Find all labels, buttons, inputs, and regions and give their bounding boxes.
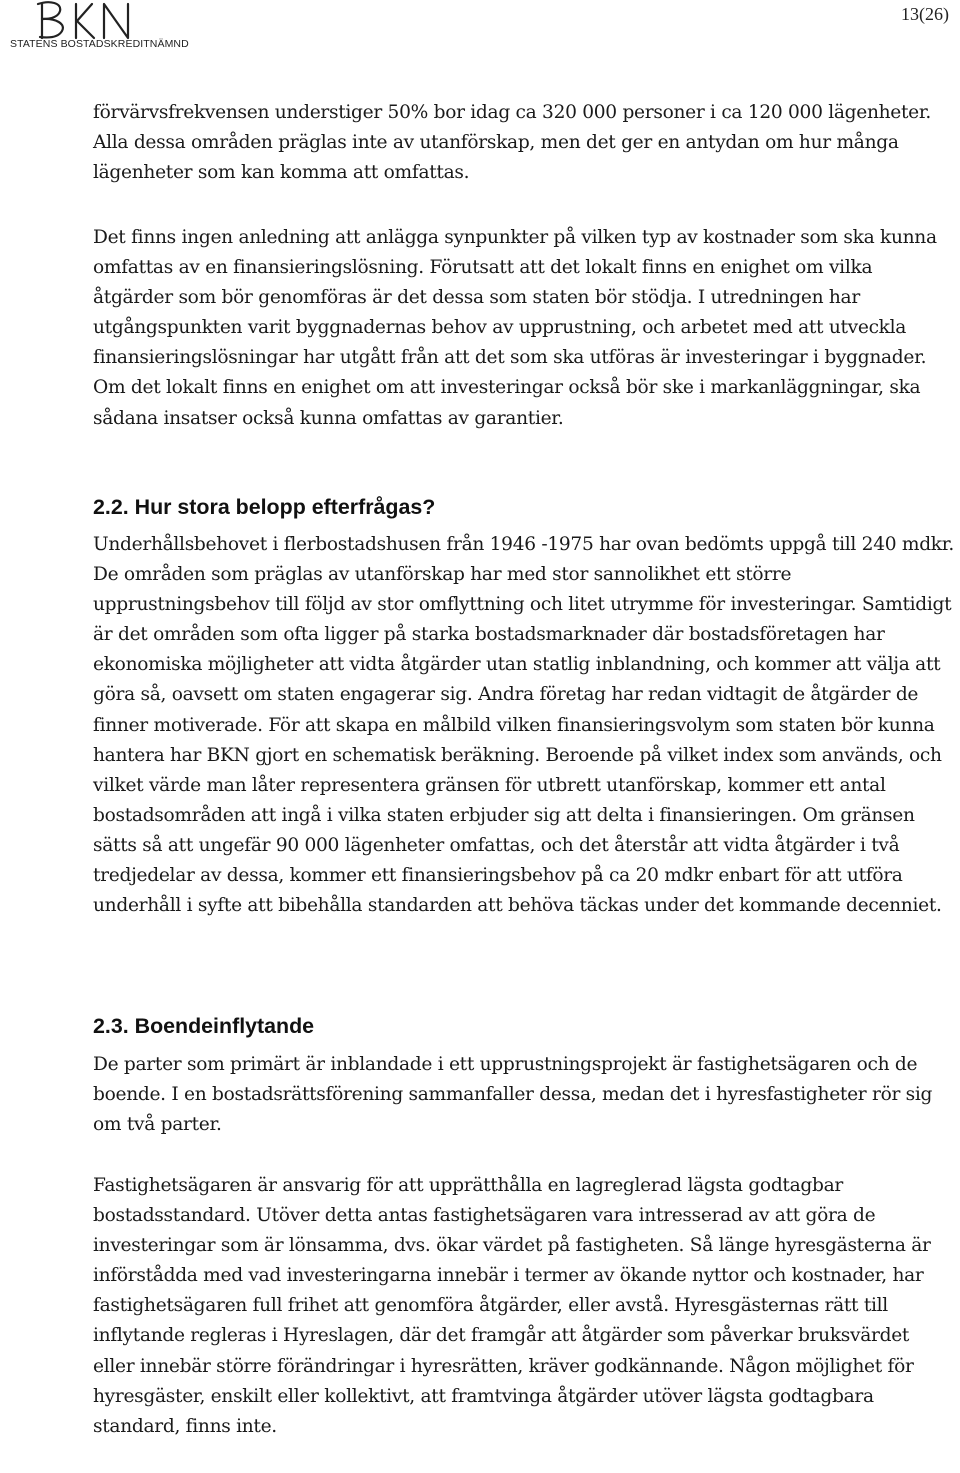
bkn-logo xyxy=(6,0,189,52)
page-number: 13(26) xyxy=(901,4,949,24)
organization-name: STATENS BOSTADSKREDITNÄMND xyxy=(10,38,189,50)
paragraph: De parter som primärt är inblandade i ett upprustningsprojekt är fastighetsägaren och de boende. I en bostadsrättsförening sammanfaller dessa, medan det i hyresfastigheter rör sig om två parter. xyxy=(93,1054,933,1136)
paragraph: förvärvsfrekvensen understiger 50% bor idag ca 320 000 personer i ca 120 000 lägenheter. Alla dessa områden präglas inte av utanförskap, men det ger en antydan om hur många lägenheter som kan komma att omfattas. xyxy=(93,102,932,184)
section-heading: 2.2. Hur stora belopp efterfrågas? xyxy=(93,495,436,519)
paragraph: Det finns ingen anledning att anlägga synpunkter på vilken typ av kostnader som ska kunna omfattas av en finansieringslösning. Förutsatt att det lokalt finns en enighet om vilka åtgärder som bör genomföras är det dessa som staten bör stödja. I utredningen har utgångspunkten varit byggnadernas behov av upprustning, och arbetet med att utveckla finansieringslösningar har utgått från att det som ska utföras är investeringar i byggnader. Om det lokalt finns en enighet om att investeringar också bör ske i markanläggningar, ska sådana insatser också kunna omfattas av garantier. xyxy=(93,227,937,429)
paragraph: Underhållsbehovet i flerbostadshusen från 1946 -1975 har ovan bedömts uppgå till 240 mdkr. De områden som präglas av utanförskap har med stor sannolikhet ett större upprustningsbehov till följd av stor omflyttning och litet utrymme för investeringar. Samtidigt är det områden som ofta ligger på starka bostadsmarknader där bostadsföretagen har ekonomiska möjligheter att vidta åtgärder utan statlig inblandning, och kommer att välja att göra så, oavsett om staten engagerar sig. Andra företag har redan vidtagit de åtgärder de finner motiverade. För att skapa en målbild vilken finansieringsvolym som staten bör kunna hantera har BKN gjort en schematisk beräkning. Beroende på vilket index som används, och vilket värde man låter representera gränsen för utbrett utanförskap, kommer ett antal bostadsområden att ingå i vilka staten erbjuder sig att delta i finansieringen. Om gränsen sätts så att ungefär 90 000 lägenheter omfattas, och det återstår att vidta åtgärder i två tredjedelar av dessa, kommer ett finansieringsbehov på ca 20 mdkr enbart för att utföra underhåll i syfte att bibehålla standarden att behöva täckas under det kommande decenniet. xyxy=(93,534,954,917)
page-header xyxy=(0,0,960,60)
bkn-logo-mark xyxy=(36,0,136,40)
section-heading: 2.3. Boendeinflytande xyxy=(93,1014,315,1038)
paragraph: Fastighetsägaren är ansvarig för att upprätthålla en lagreglerad lägsta godtagbar bostadsstandard. Utöver detta antas fastighetsägaren vara intresserad av att göra de investeringar som är lönsamma, dvs. ökar värdet på fastigheten. Så länge hyresgästerna är införstådda med vad investeringarna innebär i termer av ökande nyttor och kostnader, har fastighetsägaren full frihet att genomföra åtgärder, eller avstå. Hyresgästernas rätt till inflytande regleras i Hyreslagen, där det framgår att åtgärder som påverkar bruksvärdet eller innebär större förändringar i hyresrätten, kräver godkännande. Någon möjlighet för hyresgäster, enskilt eller kollektivt, att framtvinga åtgärder utöver lägsta godtagbara standard, finns inte. xyxy=(93,1175,931,1437)
